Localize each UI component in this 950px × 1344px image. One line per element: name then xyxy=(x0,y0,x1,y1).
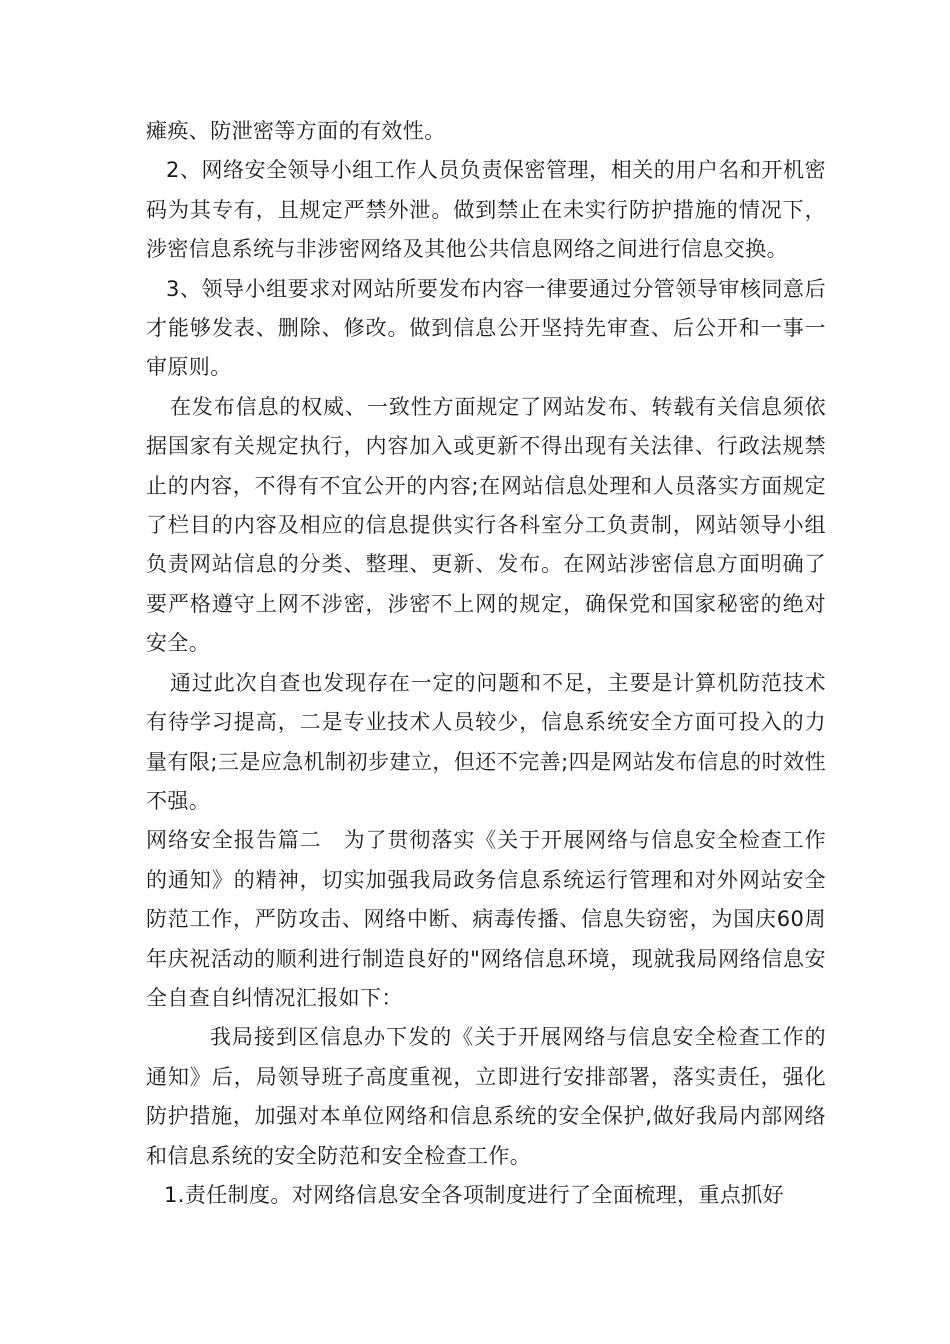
paragraph-self-check-issues: 通过此次自查也发现存在一定的问题和不足，主要是计算机防范技术有待学习提高，二是专业技术人员较少，信息系统安全方面可投入的力量有限;三是应急机制初步建立，但还不完善;四是网站发布信息的时效性不强。 xyxy=(146,670,826,813)
document-body xyxy=(146,112,826,1215)
paragraph-item-2: 2、网络安全领导小组工作人员负责保密管理，相关的用户名和开机密码为其专有，且规定严禁外泄。做到禁止在未实行防护措施的情况下，涉密信息系统与非涉密网络及其他公共信息网络之间进行信息交换。 xyxy=(146,158,826,262)
paragraph-continuation: 瘫痪、防泄密等方面的有效性。 xyxy=(146,119,446,143)
paragraph-responsibility-system: 1.责任制度。对网络信息安全各项制度进行了全面梳理，重点抓好 xyxy=(164,1182,785,1207)
paragraph-item-3: 3、领导小组要求对网站所要发布内容一律要通过分管领导审核同意后才能够发表、删除、修改。做到信息公开坚持先审查、后公开和一事一审原则。 xyxy=(146,276,826,380)
paragraph-report-part-two: 网络安全报告篇二 为了贯彻落实《关于开展网络与信息安全检查工作的通知》的精神，切实加强我局政务信息系统运行管理和对外网站安全防范工作，严防攻击、网络中断、病毒传播、信息失窃密，为国庆60周年庆祝活动的顺利进行制造良好的"网络信息环境，现就我局网络信息安全自查自纠情况汇报如下： xyxy=(146,828,826,1010)
paragraph-publishing-rules: 在发布信息的权威、一致性方面规定了网站发布、转载有关信息须依据国家有关规定执行，内容加入或更新不得出现有关法律、行政法规禁止的内容，不得有不宜公开的内容;在网站信息处理和人员落实方面规定了栏目的内容及相应的信息提供实行各科室分工负责制，网站领导小组负责网站信息的分类、整理、更新、发布。在网站涉密信息方面明确了要严格遵守上网不涉密，涉密不上网的规定，确保党和国家秘密的绝对安全。 xyxy=(146,394,826,656)
paragraph-notice-received: 我局接到区信息办下发的《关于开展网络与信息安全检查工作的通知》后，局领导班子高度重视，立即进行安排部署，落实责任，强化防护措施，加强对本单位网络和信息系统的安全保护,做好我局内部网络和信息系统的安全防范和安全检查工作。 xyxy=(146,1025,826,1168)
